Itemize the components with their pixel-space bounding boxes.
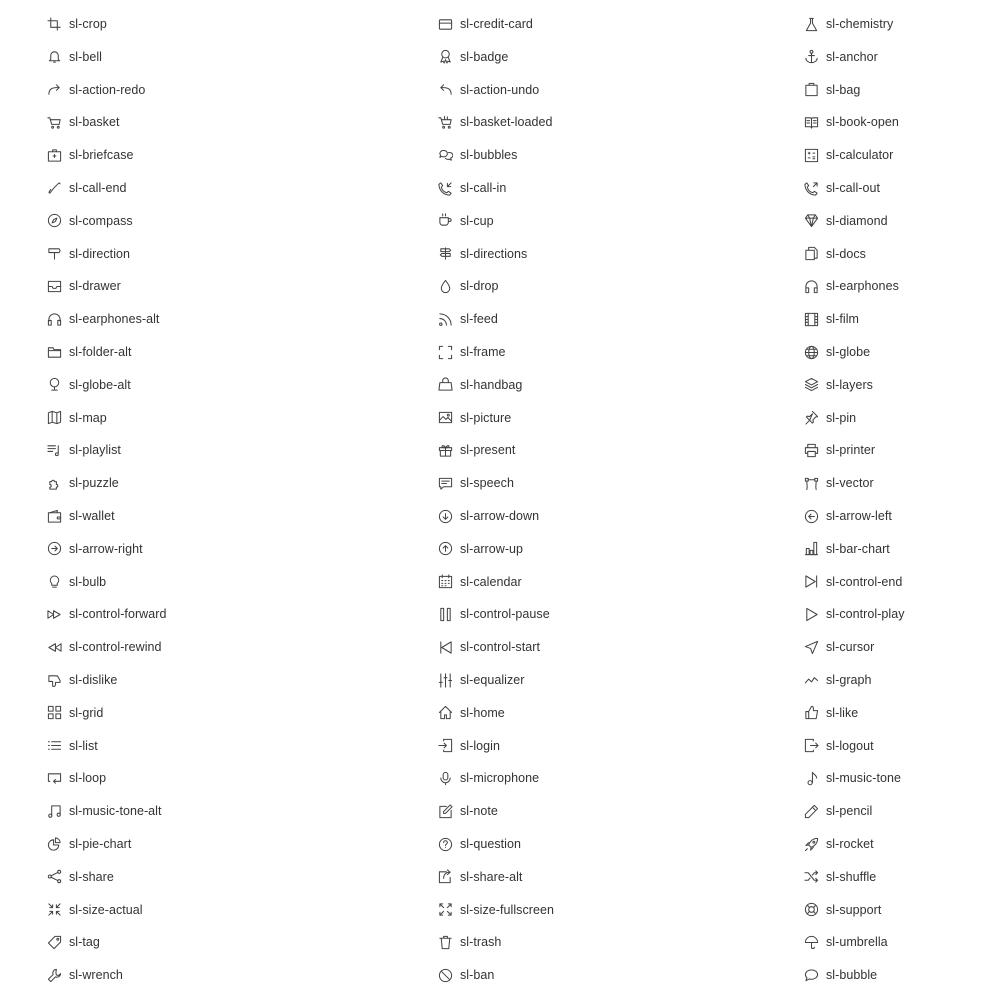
list-icon xyxy=(47,738,62,753)
icon-label: sl-earphones-alt xyxy=(69,312,160,327)
icon-item-sl-cup[interactable] xyxy=(438,209,494,233)
icon-item-sl-earphones-alt[interactable] xyxy=(47,307,159,331)
microphone-icon xyxy=(438,771,453,786)
icon-label: sl-folder-alt xyxy=(69,345,132,359)
icon-item-sl-question[interactable] xyxy=(438,832,521,856)
icon-label: sl-arrow-up xyxy=(460,541,524,556)
music-tone-icon xyxy=(804,771,819,786)
icon-label: sl-calendar xyxy=(460,574,522,589)
earphones-icon xyxy=(804,279,819,294)
icon-label: sl-layers xyxy=(826,377,873,392)
icon-label: sl-home xyxy=(460,705,505,720)
icon-item-sl-globe-alt[interactable] xyxy=(47,373,131,397)
graph-icon xyxy=(804,673,819,688)
arrow-left-icon xyxy=(804,509,819,524)
control-end-icon xyxy=(804,574,819,589)
icon-item-sl-control-rewind[interactable] xyxy=(47,635,162,659)
icon-label: sl-earphones xyxy=(826,279,899,294)
question-icon xyxy=(438,837,453,852)
icon-item-sl-call-end[interactable] xyxy=(47,176,127,200)
icon-item-sl-badge[interactable] xyxy=(438,45,508,69)
handbag-icon xyxy=(438,377,453,392)
icon-label: sl-puzzle xyxy=(69,476,119,491)
icon-label: sl-speech xyxy=(460,476,514,491)
icon-item-sl-book-open[interactable] xyxy=(804,110,899,134)
icon-item-sl-list[interactable] xyxy=(47,734,98,758)
icon-label: sl-size-fullscreen xyxy=(460,902,554,917)
icon-item-sl-support[interactable] xyxy=(804,898,881,922)
icon-label: sl-pie-chart xyxy=(69,837,132,851)
icon-label: sl-present xyxy=(460,443,516,458)
icon-item-sl-loop[interactable] xyxy=(47,766,106,790)
book-open-icon xyxy=(804,115,819,130)
icon-label: sl-wrench xyxy=(69,968,123,983)
icon-item-sl-control-pause[interactable] xyxy=(438,602,550,626)
icon-item-sl-control-start[interactable] xyxy=(438,635,540,659)
icon-label: sl-logout xyxy=(826,738,874,753)
icon-item-sl-compass[interactable] xyxy=(47,209,133,233)
icon-item-sl-bag[interactable] xyxy=(804,78,860,102)
loop-icon xyxy=(47,771,62,786)
film-icon xyxy=(804,312,819,327)
arrow-right-icon xyxy=(47,541,62,556)
icon-label: sl-call-end xyxy=(69,181,127,195)
icon-label: sl-microphone xyxy=(460,771,540,786)
icon-label: sl-loop xyxy=(69,771,107,786)
icon-label: sl-control-start xyxy=(460,640,540,655)
vector-icon xyxy=(804,476,819,491)
icon-item-sl-control-end[interactable] xyxy=(804,570,902,594)
globe-icon xyxy=(804,345,819,360)
icon-item-sl-music-tone-alt[interactable] xyxy=(47,799,162,823)
icon-label: sl-pin xyxy=(826,410,857,425)
icon-label: sl-share xyxy=(69,869,114,884)
feed-icon xyxy=(438,312,453,327)
icon-label: sl-docs xyxy=(826,246,866,261)
icon-item-sl-shuffle[interactable] xyxy=(804,865,876,889)
icon-label: sl-note xyxy=(460,804,498,819)
icon-item-sl-tag[interactable] xyxy=(47,930,100,954)
icon-label: sl-ban xyxy=(460,968,495,983)
logout-icon xyxy=(804,738,819,753)
bubble-icon xyxy=(804,968,819,983)
icon-item-sl-folder-alt[interactable] xyxy=(47,340,131,364)
icon-label: sl-playlist xyxy=(69,443,121,458)
layers-icon xyxy=(804,377,819,392)
icon-label: sl-call-in xyxy=(460,181,507,195)
icon-item-sl-umbrella[interactable] xyxy=(804,930,888,954)
icon-label: sl-rocket xyxy=(826,837,874,851)
wrench-icon xyxy=(47,968,62,983)
printer-icon xyxy=(804,443,819,458)
equalizer-icon xyxy=(438,673,453,688)
icon-label: sl-music-tone xyxy=(826,771,901,786)
icon-item-sl-size-fullscreen[interactable] xyxy=(438,898,554,922)
icon-label: sl-equalizer xyxy=(460,673,525,687)
icon-item-sl-layers[interactable] xyxy=(804,373,873,397)
picture-icon xyxy=(438,410,453,425)
control-start-icon xyxy=(438,640,453,655)
icon-item-sl-drop[interactable] xyxy=(438,274,499,298)
call-out-icon xyxy=(804,181,819,196)
drawer-icon xyxy=(47,279,62,294)
icon-label: sl-feed xyxy=(460,312,498,327)
icon-item-sl-film[interactable] xyxy=(804,307,859,331)
icon-item-sl-music-tone[interactable] xyxy=(804,766,901,790)
icon-item-sl-bulb[interactable] xyxy=(47,570,106,594)
icon-label: sl-credit-card xyxy=(460,17,533,31)
icon-label: sl-grid xyxy=(69,705,104,720)
icon-label: sl-control-forward xyxy=(69,607,167,622)
earphones-alt-icon xyxy=(47,312,62,327)
icon-label: sl-drop xyxy=(460,279,499,294)
icon-label: sl-bubbles xyxy=(460,148,518,163)
icon-item-sl-puzzle[interactable] xyxy=(47,471,119,495)
icon-label: sl-chemistry xyxy=(826,17,894,31)
icon-item-sl-briefcase[interactable] xyxy=(47,143,134,167)
icon-item-sl-arrow-down[interactable] xyxy=(438,504,539,528)
icon-item-sl-drawer[interactable] xyxy=(47,274,121,298)
call-in-icon xyxy=(438,181,453,196)
drop-icon xyxy=(438,279,453,294)
icon-item-sl-login[interactable] xyxy=(438,734,500,758)
music-tone-alt-icon xyxy=(47,804,62,819)
icon-label: sl-umbrella xyxy=(826,935,888,950)
frame-icon xyxy=(438,345,453,360)
icon-label: sl-action-redo xyxy=(69,82,146,97)
icon-item-sl-graph[interactable] xyxy=(804,668,872,692)
icon-item-sl-frame[interactable] xyxy=(438,340,506,364)
icon-item-sl-share[interactable] xyxy=(47,865,114,889)
bag-icon xyxy=(804,82,819,97)
pencil-icon xyxy=(804,804,819,819)
icon-item-sl-bell[interactable] xyxy=(47,45,102,69)
icon-item-sl-speech[interactable] xyxy=(438,471,514,495)
icon-item-sl-control-play[interactable] xyxy=(804,602,905,626)
icon-item-sl-like[interactable] xyxy=(804,701,858,725)
icon-label: sl-handbag xyxy=(460,377,523,392)
icon-label: sl-cursor xyxy=(826,640,875,655)
control-rewind-icon xyxy=(47,640,62,655)
icon-item-sl-bar-chart[interactable] xyxy=(804,537,890,561)
icon-label: sl-control-end xyxy=(826,574,903,589)
icon-item-sl-credit-card[interactable] xyxy=(438,12,533,36)
basket-icon xyxy=(47,115,62,130)
icon-item-sl-playlist[interactable] xyxy=(47,438,121,462)
icon-label: sl-graph xyxy=(826,673,872,687)
bubbles-icon xyxy=(438,148,453,163)
size-fullscreen-icon xyxy=(438,902,453,917)
icon-label: sl-pencil xyxy=(826,804,873,819)
action-undo-icon xyxy=(438,82,453,97)
briefcase-icon xyxy=(47,148,62,163)
icon-item-sl-feed[interactable] xyxy=(438,307,498,331)
icon-label: sl-support xyxy=(826,902,882,917)
icon-item-sl-rocket[interactable] xyxy=(804,832,874,856)
globe-alt-icon xyxy=(47,377,62,392)
icon-item-sl-control-forward[interactable] xyxy=(47,602,166,626)
icon-label: sl-direction xyxy=(69,246,131,261)
icon-item-sl-logout[interactable] xyxy=(804,734,874,758)
bell-icon xyxy=(47,49,62,64)
icon-label: sl-call-out xyxy=(826,181,881,195)
icon-label: sl-list xyxy=(69,738,98,753)
login-icon xyxy=(438,738,453,753)
support-icon xyxy=(804,902,819,917)
icon-item-sl-earphones[interactable] xyxy=(804,274,899,298)
control-forward-icon xyxy=(47,607,62,622)
icon-item-sl-map[interactable] xyxy=(47,406,107,430)
icon-label: sl-size-actual xyxy=(69,902,143,917)
icon-label: sl-calculator xyxy=(826,148,894,163)
icon-item-sl-dislike[interactable] xyxy=(47,668,117,692)
icon-label: sl-trash xyxy=(460,935,502,950)
icon-item-sl-arrow-left[interactable] xyxy=(804,504,892,528)
icon-item-sl-trash[interactable] xyxy=(438,930,501,954)
icon-item-sl-ban[interactable] xyxy=(438,963,494,987)
icon-label: sl-dislike xyxy=(69,673,118,687)
icon-label: sl-like xyxy=(826,705,859,720)
icon-label: sl-wallet xyxy=(69,509,115,523)
icon-label: sl-control-play xyxy=(826,607,905,622)
icon-label: sl-shuffle xyxy=(826,869,877,884)
icon-item-sl-share-alt[interactable] xyxy=(438,865,522,889)
icon-label: sl-picture xyxy=(460,410,512,425)
icon-label: sl-control-rewind xyxy=(69,640,162,655)
icon-label: sl-vector xyxy=(826,476,874,491)
icon-item-sl-action-undo[interactable] xyxy=(438,78,539,102)
icon-label: sl-action-undo xyxy=(460,82,540,97)
action-redo-icon xyxy=(47,82,62,97)
icon-item-sl-wrench[interactable] xyxy=(47,963,123,987)
icon-label: sl-arrow-left xyxy=(826,509,892,523)
icon-item-sl-pencil[interactable] xyxy=(804,799,872,823)
icon-label: sl-anchor xyxy=(826,49,878,64)
icon-item-sl-microphone[interactable] xyxy=(438,766,539,790)
icon-item-sl-directions[interactable] xyxy=(438,242,527,266)
cup-icon xyxy=(438,213,453,228)
icon-label: sl-login xyxy=(460,738,500,753)
icon-label: sl-crop xyxy=(69,17,107,31)
icon-item-sl-size-actual[interactable] xyxy=(47,898,143,922)
icon-label: sl-briefcase xyxy=(69,148,134,163)
note-icon xyxy=(438,804,453,819)
crop-icon xyxy=(47,17,62,32)
control-play-icon xyxy=(804,607,819,622)
icon-label: sl-bulb xyxy=(69,574,107,589)
anchor-icon xyxy=(804,49,819,64)
chemistry-icon xyxy=(804,17,819,32)
icon-item-sl-call-out[interactable] xyxy=(804,176,880,200)
share-alt-icon xyxy=(438,869,453,884)
icon-label: sl-bell xyxy=(69,49,102,64)
icon-item-sl-diamond[interactable] xyxy=(804,209,888,233)
icon-label: sl-book-open xyxy=(826,115,899,130)
folder-alt-icon xyxy=(47,345,62,360)
icon-item-sl-globe[interactable] xyxy=(804,340,870,364)
icon-item-sl-basket[interactable] xyxy=(47,110,119,134)
icon-label: sl-basket-loaded xyxy=(460,115,553,130)
cursor-icon xyxy=(804,640,819,655)
size-actual-icon xyxy=(47,902,62,917)
icon-item-sl-grid[interactable] xyxy=(47,701,103,725)
icon-item-sl-present[interactable] xyxy=(438,438,515,462)
icon-item-sl-call-in[interactable] xyxy=(438,176,506,200)
icon-item-sl-calendar[interactable] xyxy=(438,570,522,594)
icon-label: sl-control-pause xyxy=(460,607,550,622)
tag-icon xyxy=(47,935,62,950)
playlist-icon xyxy=(47,443,62,458)
icon-item-sl-vector[interactable] xyxy=(804,471,874,495)
icon-label: sl-globe-alt xyxy=(69,377,131,392)
basket-loaded-icon xyxy=(438,115,453,130)
icon-label: sl-bar-chart xyxy=(826,541,890,556)
icon-item-sl-docs[interactable] xyxy=(804,242,866,266)
home-icon xyxy=(438,705,453,720)
icon-item-sl-calculator[interactable] xyxy=(804,143,893,167)
like-icon xyxy=(804,705,819,720)
icon-item-sl-picture[interactable] xyxy=(438,406,511,430)
icon-item-sl-note[interactable] xyxy=(438,799,498,823)
compass-icon xyxy=(47,213,62,228)
diamond-icon xyxy=(804,213,819,228)
icon-item-sl-wallet[interactable] xyxy=(47,504,115,528)
icon-item-sl-pie-chart[interactable] xyxy=(47,832,131,856)
icon-label: sl-frame xyxy=(460,345,506,359)
wallet-icon xyxy=(47,509,62,524)
ban-icon xyxy=(438,968,453,983)
calendar-icon xyxy=(438,574,453,589)
direction-icon xyxy=(47,246,62,261)
grid-icon xyxy=(47,705,62,720)
icon-label: sl-diamond xyxy=(826,213,888,228)
icon-item-sl-handbag[interactable] xyxy=(438,373,522,397)
icon-item-sl-home[interactable] xyxy=(438,701,505,725)
trash-icon xyxy=(438,935,453,950)
icon-item-sl-printer[interactable] xyxy=(804,438,875,462)
icon-label: sl-tag xyxy=(69,935,100,950)
icon-item-sl-equalizer[interactable] xyxy=(438,668,525,692)
bulb-icon xyxy=(47,574,62,589)
dislike-icon xyxy=(47,673,62,688)
shuffle-icon xyxy=(804,869,819,884)
icon-label: sl-film xyxy=(826,312,859,327)
icon-item-sl-action-redo[interactable] xyxy=(47,78,145,102)
icon-label: sl-arrow-right xyxy=(69,541,143,556)
icon-label: sl-bag xyxy=(826,82,861,97)
badge-icon xyxy=(438,49,453,64)
icon-item-sl-anchor[interactable] xyxy=(804,45,878,69)
icon-label: sl-globe xyxy=(826,345,871,359)
bar-chart-icon xyxy=(804,541,819,556)
arrow-up-icon xyxy=(438,541,453,556)
icon-item-sl-cursor[interactable] xyxy=(804,635,874,659)
icon-label: sl-compass xyxy=(69,213,133,228)
puzzle-icon xyxy=(47,476,62,491)
call-end-icon xyxy=(47,181,62,196)
icon-item-sl-bubble[interactable] xyxy=(804,963,877,987)
icon-label: sl-directions xyxy=(460,246,528,261)
icon-label: sl-badge xyxy=(460,49,509,64)
icon-label: sl-drawer xyxy=(69,279,121,294)
icon-label: sl-music-tone-alt xyxy=(69,804,162,819)
icon-label: sl-map xyxy=(69,410,107,425)
control-pause-icon xyxy=(438,607,453,622)
icon-item-sl-arrow-up[interactable] xyxy=(438,537,523,561)
icon-label: sl-basket xyxy=(69,115,120,130)
icon-item-sl-crop[interactable] xyxy=(47,12,107,36)
pie-chart-icon xyxy=(47,837,62,852)
umbrella-icon xyxy=(804,935,819,950)
icon-label: sl-share-alt xyxy=(460,869,523,884)
rocket-icon xyxy=(804,837,819,852)
icon-label: sl-question xyxy=(460,837,521,851)
credit-card-icon xyxy=(438,17,453,32)
icon-label: sl-cup xyxy=(460,213,494,228)
icon-label: sl-printer xyxy=(826,443,876,458)
pin-icon xyxy=(804,410,819,425)
icon-item-sl-arrow-right[interactable] xyxy=(47,537,143,561)
icon-item-sl-basket-loaded[interactable] xyxy=(438,110,553,134)
directions-icon xyxy=(438,246,453,261)
present-icon xyxy=(438,443,453,458)
speech-icon xyxy=(438,476,453,491)
icon-item-sl-direction[interactable] xyxy=(47,242,130,266)
share-icon xyxy=(47,869,62,884)
icon-item-sl-chemistry[interactable] xyxy=(804,12,893,36)
map-icon xyxy=(47,410,62,425)
docs-icon xyxy=(804,246,819,261)
icon-item-sl-bubbles[interactable] xyxy=(438,143,517,167)
icon-item-sl-pin[interactable] xyxy=(804,406,856,430)
arrow-down-icon xyxy=(438,509,453,524)
calculator-icon xyxy=(804,148,819,163)
icon-label: sl-bubble xyxy=(826,968,878,983)
icon-label: sl-arrow-down xyxy=(460,509,540,523)
